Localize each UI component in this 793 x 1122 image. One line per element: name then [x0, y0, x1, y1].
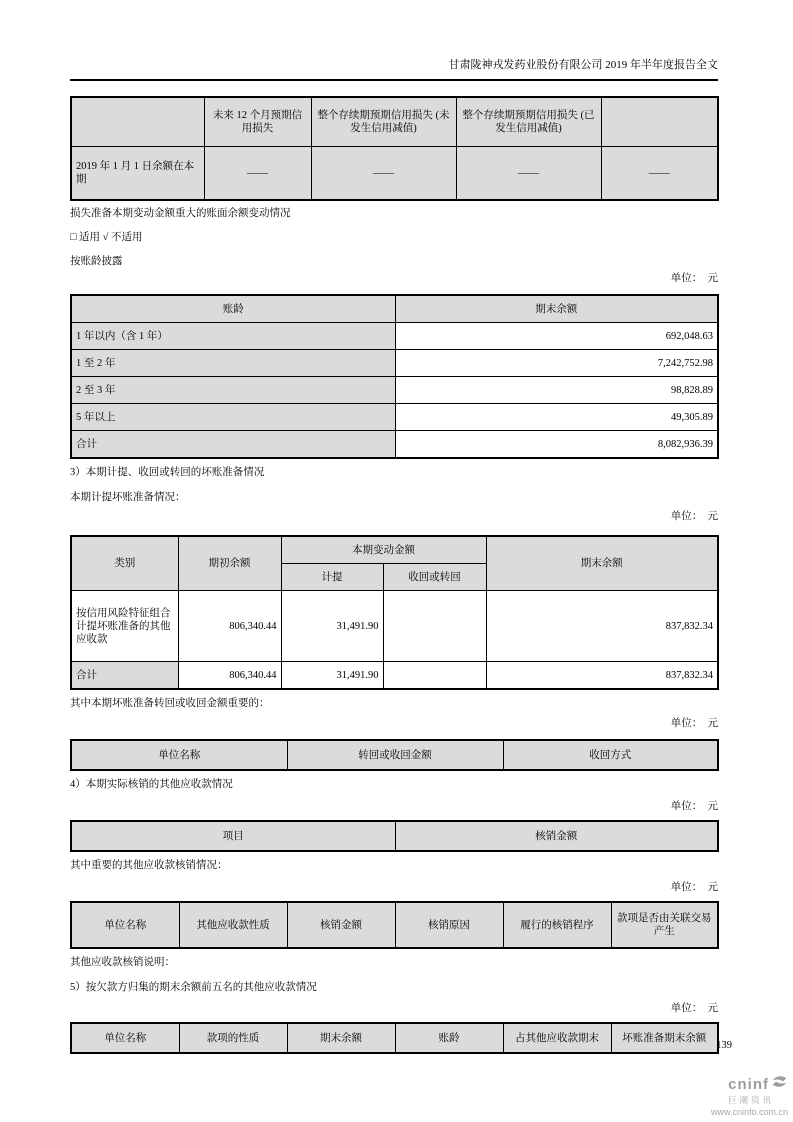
note-change-in-loss-provision: 损失准备本期变动金额重大的账面余额变动情况 [70, 208, 291, 219]
col-header-entity-name: 单位名称 [71, 902, 179, 948]
recovery-table [70, 739, 719, 771]
provision-total-closing: 837,832.34 [486, 662, 718, 690]
provision-opening: 806,340.44 [178, 591, 281, 662]
page-number: 139 [716, 1040, 732, 1051]
top5-header-row [71, 1023, 718, 1053]
col-header-change-group: 本期变动金额 [281, 536, 486, 564]
provision-total-label: 合计 [71, 662, 178, 690]
provision-accrual: 31,491.90 [281, 591, 383, 662]
aging-row [71, 404, 718, 431]
col-header-recovery-method: 收回方式 [503, 740, 718, 770]
top5-table [70, 1022, 719, 1054]
writeoff-detail-table [70, 901, 719, 949]
col-header-writeoff-amount: 核销金额 [395, 821, 718, 851]
unit-label: 单位： 元 [670, 511, 718, 522]
unit-label: 单位： 元 [670, 273, 718, 284]
aging-label: 1 年以内（含 1 年） [71, 323, 395, 350]
provision-recover [383, 591, 486, 662]
aging-total-row [71, 431, 718, 459]
dash-cell: —— [456, 147, 601, 201]
note-writeoff-description: 其他应收款核销说明： [70, 957, 175, 968]
aging-header-row [71, 295, 718, 323]
col-header-lifetime-ecl-no-impair: 整个存续期预期信用损失 (未发生信用减值) [311, 97, 456, 147]
provision-total-accrual: 31,491.90 [281, 662, 383, 690]
aging-label: 1 至 2 年 [71, 350, 395, 377]
expected-loss-data-row [71, 147, 718, 201]
provision-total-opening: 806,340.44 [178, 662, 281, 690]
col-header-closing-balance: 期末余额 [287, 1023, 395, 1053]
col-header-baddebt-closing: 坏账准备期末余额 [611, 1023, 718, 1053]
col-header-blank-2 [601, 97, 718, 147]
expected-loss-table [70, 96, 719, 201]
col-header-entity-name: 单位名称 [71, 740, 287, 770]
section-3-title: 3）本期计提、收回或转回的坏账准备情况 [70, 467, 265, 478]
col-header-12m-ecl: 未来 12 个月预期信用损失 [204, 97, 311, 147]
aging-value: 49,305.89 [395, 404, 718, 431]
col-header-nature: 款项的性质 [179, 1023, 287, 1053]
col-header-opening-balance: 期初余额 [178, 536, 281, 591]
cninfo-brand-text: cninf [728, 1075, 769, 1093]
col-header-entity-name: 单位名称 [71, 1023, 179, 1053]
aging-label: 5 年以上 [71, 404, 395, 431]
col-header-closing-balance: 期末余额 [486, 536, 718, 591]
col-header-recover-reverse: 收回或转回 [383, 564, 486, 591]
writeoff-table [70, 820, 719, 852]
cninfo-swirl-icon [771, 1074, 788, 1094]
col-header-pct-of-receivables: 占其他应收款期末 [503, 1023, 611, 1053]
note-aging-disclosure: 按账龄披露 [70, 256, 123, 267]
col-header-writeoff-reason: 核销原因 [395, 902, 503, 948]
provision-total-recover [383, 662, 486, 690]
aging-total-value: 8,082,936.39 [395, 431, 718, 459]
aging-total-label: 合计 [71, 431, 395, 459]
cninfo-watermark [678, 1074, 788, 1117]
note-important-writeoffs: 其中重要的其他应收款核销情况： [70, 860, 228, 871]
aging-row [71, 377, 718, 404]
provision-category: 按信用风险特征组合计提坏账准备的其他应收款 [71, 591, 178, 662]
col-header-accrual: 计提 [281, 564, 383, 591]
col-header-item: 项目 [71, 821, 395, 851]
note-significant-recoveries: 其中本期坏账准备转回或收回金额重要的： [70, 698, 270, 709]
dash-cell: —— [601, 147, 718, 201]
aging-value: 7,242,752.98 [395, 350, 718, 377]
aging-label: 2 至 3 年 [71, 377, 395, 404]
col-header-writeoff-amount: 核销金额 [287, 902, 395, 948]
cninfo-chinese-name: 巨潮资讯 [727, 1095, 774, 1105]
aging-value: 98,828.89 [395, 377, 718, 404]
unit-label: 单位： 元 [670, 882, 718, 893]
cninfo-url: www.cninfo.com.cn [710, 1107, 788, 1117]
aging-row [71, 323, 718, 350]
col-header-lifetime-ecl-impaired: 整个存续期预期信用损失 (已发生信用减值) [456, 97, 601, 147]
aging-value: 692,048.63 [395, 323, 718, 350]
col-header-recovered-amount: 转回或收回金额 [287, 740, 503, 770]
dash-cell: —— [204, 147, 311, 201]
provision-data-row [71, 591, 718, 662]
col-header-closing-balance: 期末余额 [395, 295, 718, 323]
provision-table [70, 535, 719, 690]
row-label-balance-2019: 2019 年 1 月 1 日余额在本期 [71, 147, 204, 201]
provision-total-row [71, 662, 718, 690]
provision-header-row-1 [71, 536, 718, 564]
section-3-subtitle: 本期计提坏账准备情况： [70, 492, 186, 503]
col-header-blank [71, 97, 204, 147]
applicability-line: □ 适用 √ 不适用 [70, 232, 143, 243]
recovery-header-row [71, 740, 718, 770]
unit-label: 单位： 元 [670, 1003, 718, 1014]
aging-table [70, 294, 719, 459]
aging-row [71, 350, 718, 377]
col-header-aging: 账龄 [395, 1023, 503, 1053]
writeoff-detail-header-row [71, 902, 718, 948]
section-5-title: 5）按欠款方归集的期末余额前五名的其他应收款情况 [70, 982, 317, 993]
col-header-writeoff-procedure: 履行的核销程序 [503, 902, 611, 948]
writeoff-header-row [71, 821, 718, 851]
unit-label: 单位： 元 [670, 801, 718, 812]
col-header-receivable-nature: 其他应收款性质 [179, 902, 287, 948]
header-rule [70, 79, 718, 81]
dash-cell: —— [311, 147, 456, 201]
unit-label: 单位： 元 [670, 718, 718, 729]
page-content [70, 0, 718, 1054]
expected-loss-header-row [71, 97, 718, 147]
col-header-related-party-flag: 款项是否由关联交易产生 [611, 902, 718, 948]
provision-closing: 837,832.34 [486, 591, 718, 662]
cninfo-brand-row [678, 1074, 788, 1094]
col-header-category: 类别 [71, 536, 178, 591]
document-header-title: 甘肃陇神戎发药业股份有限公司 2019 年半年度报告全文 [448, 59, 718, 71]
col-header-aging: 账龄 [71, 295, 395, 323]
section-4-title: 4）本期实际核销的其他应收款情况 [70, 779, 233, 790]
